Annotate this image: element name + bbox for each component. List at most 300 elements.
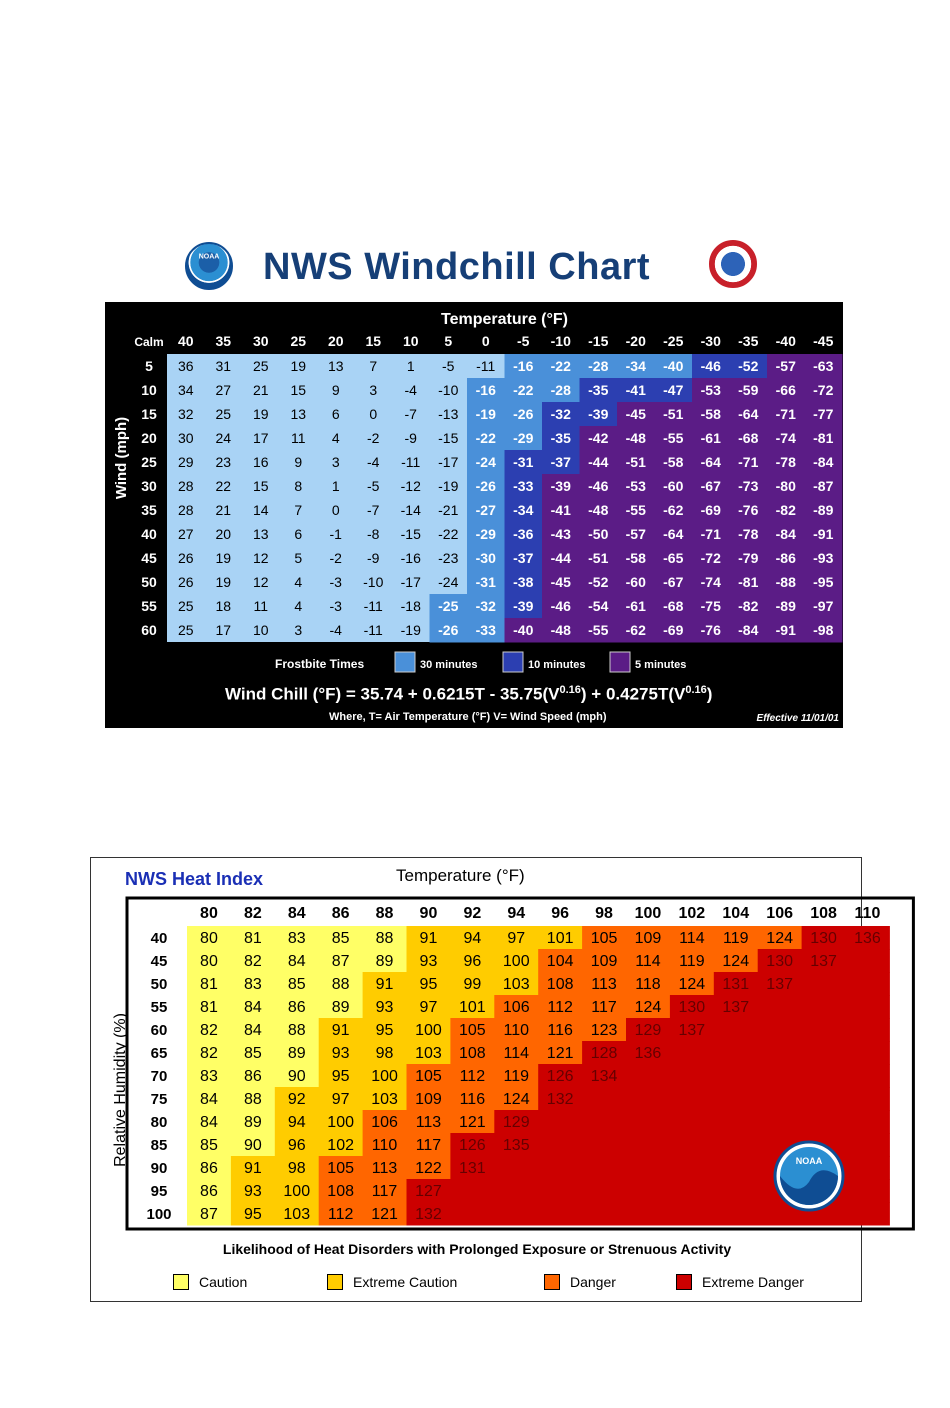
windchill-value: 7 — [294, 502, 303, 518]
windchill-value: -19 — [400, 622, 421, 638]
wind-tick: 55 — [141, 598, 157, 614]
heat-index-value: 94 — [287, 1114, 306, 1131]
windchill-value: 19 — [215, 550, 232, 566]
humidity-tick: 90 — [150, 1160, 168, 1177]
formula-exponent: 0.16 — [685, 684, 707, 696]
windchill-value: -80 — [775, 478, 796, 494]
heat-index-value: 99 — [463, 976, 482, 993]
windchill-value: -71 — [738, 454, 759, 470]
windchill-value: 9 — [294, 454, 303, 470]
windchill-effective-date: Effective 11/01/01 — [756, 713, 839, 724]
windchill-value: 16 — [252, 454, 269, 470]
heat-index-cell — [450, 1179, 494, 1203]
noaa-icon — [775, 1142, 843, 1210]
heat-index-value: 123 — [590, 1022, 618, 1039]
heat-index-value: 88 — [243, 1091, 262, 1108]
windchill-value: -7 — [404, 406, 417, 422]
windchill-value: -81 — [738, 574, 759, 590]
heat-index-cell — [670, 1041, 714, 1065]
heat-index-value: 91 — [375, 976, 394, 993]
heat-index-value: 121 — [546, 1045, 574, 1062]
heat-index-cell — [538, 1110, 582, 1134]
heat-index-value: 113 — [371, 1160, 398, 1177]
windchill-value: -78 — [738, 526, 759, 542]
heat-index-cell — [582, 1156, 626, 1180]
wind-tick: 40 — [141, 526, 157, 542]
heat-index-value: 85 — [200, 1137, 218, 1154]
legend-danger — [544, 1274, 616, 1290]
windchill-value: -13 — [438, 406, 459, 422]
windchill-value: 4 — [294, 598, 303, 614]
heat-index-value: 85 — [243, 1045, 262, 1062]
windchill-value: -8 — [367, 526, 380, 542]
temperature-tick: 25 — [290, 333, 307, 349]
windchill-value: 13 — [290, 406, 307, 422]
humidity-tick: 95 — [150, 1183, 168, 1200]
heat-index-cell — [582, 1202, 626, 1226]
windchill-value: -71 — [775, 406, 796, 422]
heat-index-value: 130 — [810, 930, 837, 947]
windchill-value: -31 — [513, 454, 534, 470]
heat-index-value: 109 — [634, 930, 662, 947]
windchill-value: -73 — [738, 478, 759, 494]
humidity-tick: 65 — [150, 1045, 168, 1062]
heat-index-cell — [846, 1064, 890, 1088]
heat-index-value: 108 — [327, 1183, 355, 1200]
windchill-value: -84 — [738, 622, 759, 638]
windchill-value: 25 — [215, 406, 232, 422]
windchill-value: -40 — [663, 358, 684, 374]
heat-index-value: 121 — [371, 1206, 398, 1223]
windchill-value: -86 — [775, 550, 796, 566]
wind-tick: 30 — [141, 478, 157, 494]
windchill-value: 12 — [252, 574, 269, 590]
heat-index-caption: Likelihood of Heat Disorders with Prolonged Exposure or Strenuous Activity — [222, 1241, 732, 1257]
wind-tick: 10 — [141, 382, 157, 398]
heat-index-cell — [802, 1064, 846, 1088]
frostbite-legend-label: 10 minutes — [528, 659, 586, 671]
windchill-value: 10 — [252, 622, 269, 638]
windchill-value: -63 — [813, 358, 834, 374]
heat-index-cell — [714, 1133, 758, 1157]
heat-index-cell — [626, 1133, 670, 1157]
windchill-value: -41 — [625, 382, 646, 398]
temperature-tick: 30 — [252, 333, 269, 349]
windchill-value: -64 — [738, 406, 759, 422]
heat-index-cell — [758, 1018, 802, 1042]
windchill-value: 25 — [252, 358, 269, 374]
windchill-value: -4 — [404, 382, 417, 398]
windchill-value: -16 — [475, 382, 496, 398]
windchill-value: -84 — [813, 454, 834, 470]
heat-index-cell — [758, 1110, 802, 1134]
windchill-value: 17 — [215, 622, 232, 638]
heat-index-value: 86 — [243, 1068, 262, 1085]
heat-index-value: 93 — [419, 953, 438, 970]
heat-index-value: 86 — [200, 1160, 218, 1177]
heat-index-value: 108 — [458, 1045, 486, 1062]
windchill-value: 1 — [331, 478, 340, 494]
heat-index-cell — [538, 1179, 582, 1203]
wind-tick: 20 — [141, 430, 157, 446]
heat-index-value: 83 — [200, 1068, 218, 1085]
windchill-value: 27 — [215, 382, 232, 398]
heat-index-cell — [670, 1202, 714, 1226]
windchill-value: -89 — [813, 502, 834, 518]
windchill-value: -24 — [438, 574, 459, 590]
windchill-value: -30 — [475, 550, 496, 566]
noaa-icon: NOAA — [185, 242, 233, 290]
windchill-value: -45 — [625, 406, 646, 422]
heat-index-cell — [846, 972, 890, 996]
humidity-tick: 85 — [150, 1137, 168, 1154]
heat-index-value: 121 — [458, 1114, 486, 1131]
legend-swatch — [173, 1274, 189, 1290]
windchill-value: -15 — [400, 526, 421, 542]
heat-index-value: 126 — [546, 1068, 574, 1085]
windchill-value: 20 — [215, 526, 232, 542]
windchill-value: -9 — [367, 550, 380, 566]
temperature-tick: 90 — [419, 905, 438, 922]
temperature-tick: 106 — [766, 905, 794, 922]
windchill-value: -75 — [700, 598, 721, 614]
windchill-value: -97 — [813, 598, 834, 614]
windchill-value: 24 — [215, 430, 232, 446]
heat-index-value: 82 — [200, 1045, 218, 1062]
windchill-value: -45 — [550, 574, 571, 590]
heat-index-value: 132 — [546, 1091, 574, 1108]
humidity-tick: 70 — [150, 1068, 168, 1085]
windchill-value: -58 — [625, 550, 646, 566]
heat-index-value: 93 — [375, 999, 394, 1016]
temperature-tick: -15 — [588, 333, 609, 349]
windchill-value: 5 — [294, 550, 303, 566]
legend-label: Caution — [199, 1274, 248, 1290]
wind-tick: 15 — [141, 406, 157, 422]
windchill-value: -39 — [513, 598, 534, 614]
windchill-value: -46 — [588, 478, 609, 494]
windchill-value: 0 — [369, 406, 378, 422]
heat-index-cell — [626, 1064, 670, 1088]
heat-index-cell — [802, 995, 846, 1019]
heat-index-cell — [846, 1110, 890, 1134]
heat-index-value: 96 — [287, 1137, 306, 1154]
windchill-value: -82 — [738, 598, 759, 614]
heat-index-cell — [582, 1087, 626, 1111]
windchill-value: -32 — [475, 598, 496, 614]
heat-index-value: 84 — [243, 999, 262, 1016]
heat-index-cell — [670, 1087, 714, 1111]
windchill-value: -2 — [367, 430, 380, 446]
windchill-value: 15 — [290, 382, 307, 398]
windchill-value: 36 — [177, 358, 194, 374]
heat-index-cell — [758, 995, 802, 1019]
windchill-value: -3 — [329, 598, 342, 614]
heat-index-cell — [714, 1041, 758, 1065]
windchill-value: 31 — [215, 358, 232, 374]
windchill-value: 8 — [294, 478, 303, 494]
heat-index-value: 90 — [287, 1068, 306, 1085]
windchill-value: -41 — [550, 502, 571, 518]
heat-index-cell — [846, 1156, 890, 1180]
formula-exponent: 0.16 — [559, 684, 581, 696]
windchill-value: -95 — [813, 574, 834, 590]
windchill-value: -64 — [663, 526, 684, 542]
temperature-tick: 82 — [243, 905, 262, 922]
windchill-value: -4 — [367, 454, 380, 470]
windchill-value: -76 — [738, 502, 759, 518]
legend-label: Extreme Caution — [353, 1274, 458, 1290]
temperature-tick: 5 — [444, 333, 453, 349]
heat-index-value: 84 — [243, 1022, 262, 1039]
heat-index-value: 106 — [502, 999, 530, 1016]
heat-index-cell — [626, 1202, 670, 1226]
heat-index-value: 103 — [371, 1091, 398, 1108]
windchill-chart — [105, 302, 843, 728]
windchill-value: 26 — [177, 550, 194, 566]
heat-index-value: 110 — [371, 1137, 398, 1154]
windchill-where: Where, T= Air Temperature (°F) V= Wind Speed (mph) — [329, 711, 607, 723]
heat-index-value: 137 — [678, 1022, 706, 1039]
humidity-tick: 80 — [150, 1114, 168, 1131]
frostbite-legend-label: 30 minutes — [420, 659, 478, 671]
heat-index-cell — [538, 1133, 582, 1157]
heat-index-value: 129 — [634, 1022, 662, 1039]
heat-index-value: 100 — [502, 953, 530, 970]
temperature-tick: -10 — [550, 333, 571, 349]
windchill-value: 6 — [294, 526, 303, 542]
heat-index-title: NWS Heat Index — [125, 869, 264, 889]
legend-swatch — [544, 1274, 560, 1290]
temperature-tick: -25 — [663, 333, 684, 349]
heat-index-value: 83 — [287, 930, 306, 947]
heat-index-value: 100 — [415, 1022, 442, 1039]
windchill-value: -2 — [329, 550, 342, 566]
heat-index-cell — [846, 1179, 890, 1203]
windchill-title: NWS Windchill Chart — [263, 246, 651, 288]
windchill-value: 19 — [290, 358, 307, 374]
heat-index-value: 90 — [243, 1137, 262, 1154]
heat-index-value: 95 — [375, 1022, 394, 1039]
windchill-value: -48 — [550, 622, 571, 638]
windchill-value: -10 — [438, 382, 459, 398]
windchill-value: 3 — [369, 382, 378, 398]
windchill-value: -50 — [588, 526, 609, 542]
heat-index-humidity-label: Relative Humidity (%) — [112, 1013, 129, 1167]
frostbite-legend-swatch — [610, 652, 630, 672]
nws-icon — [709, 240, 757, 288]
heat-index-value: 112 — [459, 1068, 486, 1085]
heat-index-value: 113 — [591, 976, 617, 993]
heat-index-value: 101 — [458, 999, 486, 1016]
temperature-tick: -35 — [738, 333, 759, 349]
heat-index-value: 103 — [283, 1206, 311, 1223]
heat-index-cell — [670, 1064, 714, 1088]
heat-index-cell — [670, 1110, 714, 1134]
windchill-value: -24 — [475, 454, 496, 470]
windchill-value: -4 — [329, 622, 342, 638]
windchill-value: 4 — [331, 430, 340, 446]
heat-index-cell — [846, 1202, 890, 1226]
windchill-temperature-label: Temperature (°F) — [440, 311, 569, 328]
temperature-tick: 110 — [854, 905, 881, 922]
windchill-value: -5 — [367, 478, 380, 494]
heat-index-value: 124 — [634, 999, 662, 1016]
heat-index-cell — [802, 1110, 846, 1134]
heat-index-value: 124 — [678, 976, 706, 993]
windchill-value: -23 — [438, 550, 459, 566]
heat-index-cell — [494, 1156, 538, 1180]
frostbite-legend-swatch — [395, 652, 415, 672]
windchill-value: -55 — [588, 622, 609, 638]
legend-extreme-danger — [676, 1274, 804, 1290]
heat-index-value: 92 — [287, 1091, 306, 1108]
heat-index-cell — [670, 1156, 714, 1180]
windchill-value: -48 — [625, 430, 646, 446]
windchill-value: 11 — [253, 598, 269, 614]
heat-index-value: 119 — [679, 953, 705, 970]
windchill-value: -42 — [588, 430, 609, 446]
windchill-value: -57 — [625, 526, 646, 542]
windchill-value: -38 — [513, 574, 534, 590]
humidity-tick: 50 — [150, 976, 168, 993]
temperature-tick: 15 — [365, 333, 382, 349]
frostbite-legend-swatch — [503, 652, 523, 672]
heat-index-value: 105 — [458, 1022, 486, 1039]
windchill-value: -68 — [738, 430, 759, 446]
windchill-value: 26 — [177, 574, 194, 590]
heat-index-value: 82 — [243, 953, 262, 970]
heat-index-cell — [846, 1018, 890, 1042]
windchill-value: 14 — [252, 502, 269, 518]
heat-index-value: 84 — [287, 953, 306, 970]
heat-index-cell — [846, 1133, 890, 1157]
heat-index-value: 86 — [200, 1183, 218, 1200]
heat-index-cell — [714, 1018, 758, 1042]
heat-index-cell — [538, 1156, 582, 1180]
windchill-value: -31 — [475, 574, 496, 590]
windchill-value: -14 — [400, 502, 421, 518]
windchill-value: -68 — [663, 598, 684, 614]
windchill-value: -51 — [588, 550, 609, 566]
windchill-value: 21 — [215, 502, 232, 518]
heat-index-cell — [538, 1202, 582, 1226]
heat-index-chart — [90, 857, 881, 1302]
heat-index-value: 100 — [327, 1114, 355, 1131]
temperature-tick: 92 — [463, 905, 482, 922]
heat-index-cell — [450, 1202, 494, 1226]
heat-index-value: 113 — [415, 1114, 442, 1131]
heat-index-grid — [91, 858, 881, 1238]
windchill-value: -19 — [475, 406, 496, 422]
heat-index-value: 126 — [458, 1137, 486, 1154]
heat-index-cell — [802, 972, 846, 996]
heat-index-cell — [758, 1064, 802, 1088]
windchill-value: -65 — [663, 550, 684, 566]
heat-index-value: 104 — [546, 953, 574, 970]
heat-index-value: 119 — [722, 930, 749, 947]
windchill-value: 27 — [177, 526, 194, 542]
heat-index-value: 117 — [371, 1183, 398, 1200]
heat-index-value: 80 — [200, 930, 218, 947]
windchill-value: -18 — [400, 598, 421, 614]
heat-index-value: 80 — [200, 953, 218, 970]
windchill-value: -43 — [550, 526, 571, 542]
windchill-value: -44 — [550, 550, 571, 566]
heat-index-value: 116 — [547, 1022, 573, 1039]
heat-index-value: 91 — [419, 930, 438, 947]
temperature-tick: 20 — [327, 333, 344, 349]
windchill-value: 3 — [294, 622, 303, 638]
humidity-tick: 45 — [150, 953, 168, 970]
heat-index-value: 105 — [415, 1068, 442, 1085]
heat-index-value: 84 — [200, 1114, 218, 1131]
heat-index-value: 95 — [331, 1068, 350, 1085]
windchill-value: -87 — [813, 478, 834, 494]
windchill-value: -25 — [438, 598, 459, 614]
windchill-value: -21 — [438, 502, 459, 518]
windchill-value: -51 — [625, 454, 646, 470]
heat-index-value: 112 — [547, 999, 573, 1016]
heat-index-value: 136 — [854, 930, 881, 947]
windchill-value: -69 — [700, 502, 721, 518]
windchill-value: 1 — [406, 358, 415, 374]
heat-index-value: 95 — [243, 1206, 262, 1223]
heat-index-value: 88 — [375, 930, 394, 947]
heat-index-value: 91 — [243, 1160, 262, 1177]
temperature-tick: 86 — [331, 905, 350, 922]
legend-label: Danger — [570, 1274, 616, 1290]
windchill-value: -15 — [438, 430, 459, 446]
windchill-value: 6 — [331, 406, 340, 422]
heat-index-value: 88 — [287, 1022, 306, 1039]
temperature-tick: 108 — [810, 905, 837, 922]
windchill-value: -11 — [476, 358, 496, 374]
heat-index-value: 122 — [415, 1160, 442, 1177]
heat-index-value: 89 — [375, 953, 394, 970]
heat-index-value: 89 — [287, 1045, 306, 1062]
windchill-value: -35 — [550, 430, 571, 446]
windchill-value: 11 — [290, 430, 306, 446]
heat-index-value: 131 — [722, 976, 750, 993]
windchill-value: -55 — [663, 430, 684, 446]
windchill-value: -91 — [775, 622, 796, 638]
windchill-value: -79 — [738, 550, 759, 566]
windchill-value: -60 — [625, 574, 646, 590]
windchill-value: -98 — [813, 622, 834, 638]
windchill-value: -35 — [588, 382, 609, 398]
windchill-value: -46 — [700, 358, 721, 374]
windchill-value: -71 — [700, 526, 721, 542]
windchill-value: 19 — [215, 574, 232, 590]
heat-index-cell — [714, 1110, 758, 1134]
heat-index-cell — [802, 1041, 846, 1065]
windchill-value: -61 — [625, 598, 646, 614]
wind-axis-label: Wind (mph) — [113, 416, 130, 500]
windchill-value: 21 — [252, 382, 269, 398]
legend-swatch — [676, 1274, 692, 1290]
heat-index-value: 81 — [200, 976, 218, 993]
temperature-tick: 0 — [481, 333, 490, 349]
windchill-value: -28 — [588, 358, 609, 374]
heat-index-value: 103 — [502, 976, 530, 993]
windchill-value: 15 — [252, 478, 269, 494]
windchill-value: -52 — [588, 574, 609, 590]
heat-index-value: 105 — [327, 1160, 355, 1177]
heat-index-value: 91 — [331, 1022, 350, 1039]
heat-index-value: 129 — [502, 1114, 530, 1131]
heat-index-cell — [758, 1041, 802, 1065]
